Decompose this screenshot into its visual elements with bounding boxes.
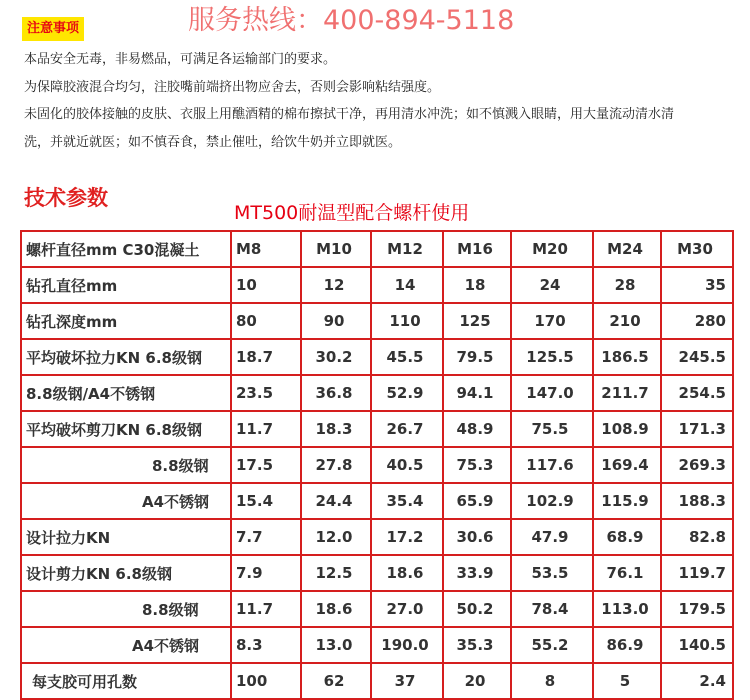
table-cell: 17.2 [371,519,443,555]
row-label: 8.8级钢/A4不锈钢 [21,375,231,411]
header-col: M8 [231,231,301,267]
table-cell: 188.3 [661,483,733,519]
table-row [21,303,733,339]
table-cell: 68.9 [593,519,661,555]
table-cell: 36.8 [301,375,371,411]
table-cell: 125 [443,303,511,339]
table-cell: 12 [301,267,371,303]
table-cell: 169.4 [593,447,661,483]
table-cell: 52.9 [371,375,443,411]
table-cell: 108.9 [593,411,661,447]
table-cell: 47.9 [511,519,593,555]
table-cell: 5 [593,663,661,699]
table-cell: 245.5 [661,339,733,375]
table-cell: 11.7 [231,591,301,627]
table-row [21,339,733,375]
table-cell: 115.9 [593,483,661,519]
table-cell: 30.2 [301,339,371,375]
table-cell: 79.5 [443,339,511,375]
table-row [21,411,733,447]
header-col: M12 [371,231,443,267]
table-cell: 35.4 [371,483,443,519]
table-cell: 35.3 [443,627,511,663]
table-cell: 37 [371,663,443,699]
table-cell: 20 [443,663,511,699]
table-cell: 62 [301,663,371,699]
table-cell: 269.3 [661,447,733,483]
table-cell: 100 [231,663,301,699]
table-cell: 30.6 [443,519,511,555]
table-cell: 12.5 [301,555,371,591]
table-cell: 7.7 [231,519,301,555]
table-cell: 13.0 [301,627,371,663]
notice-line: 未固化的胶体接触的皮肤、衣服上用醮酒精的棉布擦拭干净，再用清水冲洗；如不慎溅入眼睛，用大量流动清水清 [24,107,675,122]
table-subtitle: MT500耐温型配合螺杆使用 [234,202,470,224]
table-cell: 65.9 [443,483,511,519]
table-cell: 26.7 [371,411,443,447]
row-label: A4不锈钢 [21,627,231,663]
table-cell: 28 [593,267,661,303]
table-cell: 53.5 [511,555,593,591]
table-cell: 24 [511,267,593,303]
table-cell: 254.5 [661,375,733,411]
table-row [21,267,733,303]
notice-line: 本品安全无毒，非易燃品，可满足各运输部门的要求。 [24,52,337,67]
table-cell: 7.9 [231,555,301,591]
notice-text [24,46,734,156]
table-row [21,519,733,555]
table-row [21,627,733,663]
table-cell: 211.7 [593,375,661,411]
table-cell: 18.6 [301,591,371,627]
table-row [21,663,733,699]
row-label: 钻孔深度mm [21,303,231,339]
table-cell: 18 [443,267,511,303]
table-cell: 186.5 [593,339,661,375]
table-cell: 75.5 [511,411,593,447]
table-cell: 18.6 [371,555,443,591]
table-cell: 80 [231,303,301,339]
table-cell: 140.5 [661,627,733,663]
header-col: M10 [301,231,371,267]
table-cell: 33.9 [443,555,511,591]
table-row [21,447,733,483]
table-row [21,555,733,591]
table-cell: 210 [593,303,661,339]
table-cell: 110 [371,303,443,339]
table-cell: 78.4 [511,591,593,627]
table-cell: 86.9 [593,627,661,663]
table-cell: 55.2 [511,627,593,663]
table-cell: 23.5 [231,375,301,411]
table-cell: 280 [661,303,733,339]
row-label: 8.8级钢 [21,447,231,483]
table-cell: 102.9 [511,483,593,519]
table-row [21,591,733,627]
header-col: M30 [661,231,733,267]
row-label: 设计剪力KN 6.8级钢 [21,555,231,591]
row-label: 平均破坏剪刀KN 6.8级钢 [21,411,231,447]
table-cell: 94.1 [443,375,511,411]
table-cell: 8.3 [231,627,301,663]
table-cell: 2.4 [661,663,733,699]
table-cell: 113.0 [593,591,661,627]
table-cell: 76.1 [593,555,661,591]
row-label: 钻孔直径mm [21,267,231,303]
table-cell: 35 [661,267,733,303]
table-cell: 75.3 [443,447,511,483]
service-hotline: 服务热线：400-894-5118 [188,5,515,36]
row-label: 每支胶可用孔数 [21,663,231,699]
table-cell: 190.0 [371,627,443,663]
table-cell: 119.7 [661,555,733,591]
header-col: M16 [443,231,511,267]
table-cell: 8 [511,663,593,699]
tech-params-table [20,230,734,700]
row-label: 平均破坏拉力KN 6.8级钢 [21,339,231,375]
table-cell: 171.3 [661,411,733,447]
section-title: 技术参数 [24,186,108,210]
notice-line: 为保障胶液混合均匀，注胶嘴前端挤出物应舍去，否则会影响粘结强度。 [24,79,441,95]
table-cell: 147.0 [511,375,593,411]
table-cell: 45.5 [371,339,443,375]
header-col: M24 [593,231,661,267]
table-cell: 15.4 [231,483,301,519]
table-header-row [21,231,733,267]
table-cell: 14 [371,267,443,303]
table-cell: 125.5 [511,339,593,375]
table-cell: 48.9 [443,411,511,447]
table-cell: 90 [301,303,371,339]
row-label: 8.8级钢 [21,591,231,627]
table-cell: 82.8 [661,519,733,555]
table-cell: 27.0 [371,591,443,627]
header-label: 螺杆直径mm C30混凝土 [21,231,231,267]
table-cell: 27.8 [301,447,371,483]
table-cell: 11.7 [231,411,301,447]
table-row [21,483,733,519]
table-cell: 170 [511,303,593,339]
table-cell: 50.2 [443,591,511,627]
row-label: 设计拉力KN [21,519,231,555]
table-cell: 117.6 [511,447,593,483]
table-cell: 12.0 [301,519,371,555]
table-cell: 18.3 [301,411,371,447]
notice-tag: 注意事项 [22,17,84,41]
table-cell: 40.5 [371,447,443,483]
header-col: M20 [511,231,593,267]
table-cell: 24.4 [301,483,371,519]
row-label: A4不锈钢 [21,483,231,519]
table-cell: 17.5 [231,447,301,483]
table-cell: 18.7 [231,339,301,375]
table-cell: 179.5 [661,591,733,627]
notice-line: 洗，并就近就医；如不慎吞食，禁止催吐，给饮牛奶并立即就医。 [24,134,402,150]
table-row [21,375,733,411]
table-cell: 10 [231,267,301,303]
